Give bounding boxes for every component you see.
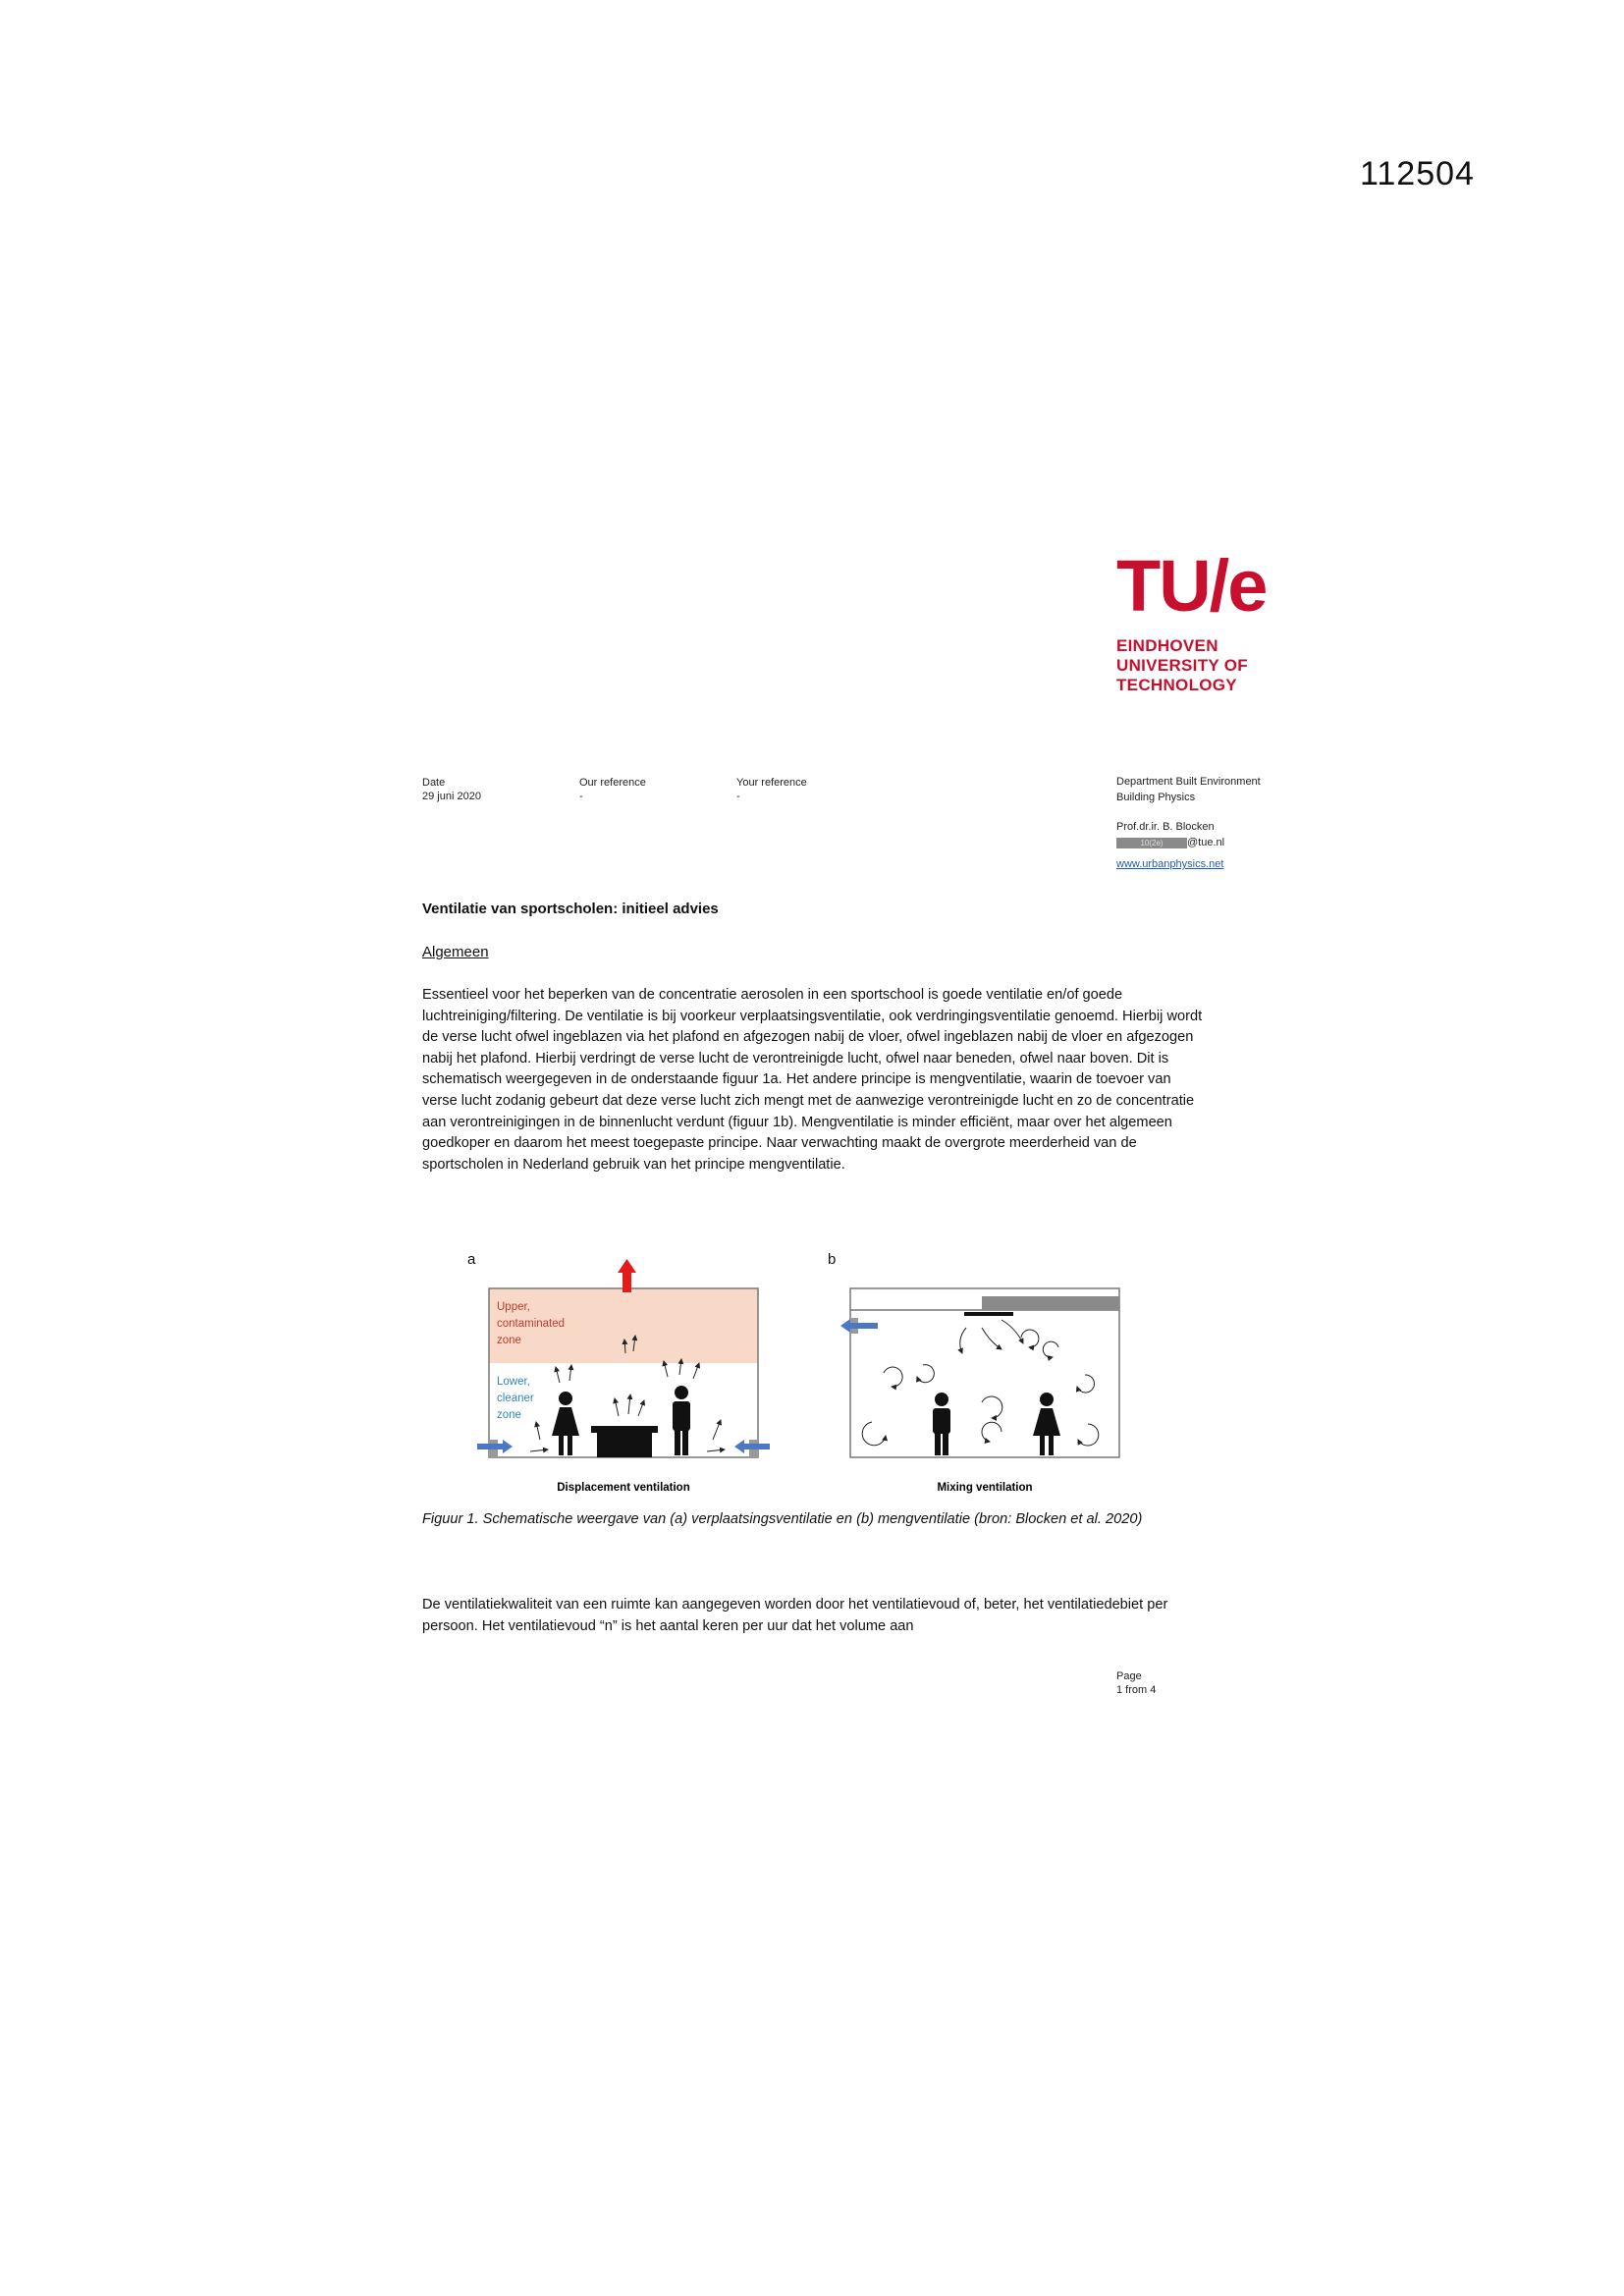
caption-mixing: Mixing ventilation: [937, 1482, 1033, 1494]
person-woman-a: [552, 1392, 579, 1455]
swirl-arrows-b: [862, 1320, 1099, 1446]
document-title: Ventilatie van sportscholen: initieel advies: [422, 901, 719, 917]
upper-zone-label-3: zone: [497, 1335, 521, 1346]
upper-zone-label-1: Upper,: [497, 1301, 530, 1313]
email-suffix: @tue.nl: [1187, 837, 1225, 848]
page-footer: [1116, 1669, 1156, 1697]
tue-logo: [1116, 545, 1352, 695]
ceiling-diffuser: [964, 1312, 1013, 1316]
logo-line-1: EINDHOVEN: [1116, 636, 1218, 655]
body-paragraph-1: Essentieel voor het beperken van de concentratie aerosolen in een sportschool is goede ventilatie en/of goede luchtreiniging/filtering. De ventilatie is bij voorkeur verplaatsingsventilatie, ook verdringingsventilatie genoemd. Hierbij wordt de verse lucht ofwel ingeblazen via het plafond en afgezogen nabij de vloer, ofwel ingeblazen nabij de vloer en afgezogen nabij het plafond. Hierbij verdringt de verse lucht de verontreinigde lucht, ofwel naar beneden, ofwel naar boven. Dit is schematisch weergegeven in de onderstaande figuur 1a. Het andere principe is mengventilatie, waarin de toevoer van verse lucht zodanig gebeurt dat deze verse lucht zich mengt met de aanwezige verontreinigde lucht en zo de concentratie aan verontreinigingen in de binnenlucht verdunt (figuur 1b). Mengventilatie is minder efficiënt, maar over het algemeen goedkoper en daarom het meest toegepaste principe. Naar verwachting maakt de overgrote meerderheid van de sportscholen in Nederland gebruik van het principe mengventilatie.: [422, 987, 1203, 1173]
panel-mixing: [840, 1288, 1119, 1457]
lower-zone-label-3: zone: [497, 1409, 521, 1421]
section-heading: Algemeen: [422, 944, 489, 960]
figure-label-b: b: [828, 1251, 837, 1268]
group: Building Physics: [1116, 792, 1196, 803]
redaction-bar: 10(2e): [1116, 838, 1187, 848]
panel-displacement: [477, 1259, 770, 1457]
our-reference-label: Our reference: [579, 777, 646, 789]
contact-person: Prof.dr.ir. B. Blocken: [1116, 821, 1215, 833]
logo-line-3: TECHNOLOGY: [1116, 676, 1237, 694]
caption-displacement: Displacement ventilation: [557, 1482, 690, 1494]
page-label: Page: [1116, 1670, 1142, 1682]
supply-duct: [982, 1296, 1119, 1310]
person-man-b: [933, 1393, 950, 1455]
ventilation-figure: [471, 1257, 1139, 1503]
contact-email: [1116, 835, 1261, 850]
page-value: 1 from 4: [1116, 1684, 1157, 1696]
website-link[interactable]: www.urbanphysics.net: [1116, 858, 1224, 870]
table-base: [597, 1433, 652, 1457]
figure-caption: Figuur 1. Schematische weergave van (a) verplaatsingsventilatie en (b) mengventilatie (bron: Blocken et al. 2020): [422, 1511, 1143, 1527]
date-label: Date: [422, 777, 446, 789]
exhaust-arrow-b: [840, 1319, 878, 1333]
figure-label-a: a: [467, 1251, 476, 1268]
lower-zone-label-2: cleaner: [497, 1393, 534, 1404]
date-value: 29 juni 2020: [422, 791, 481, 802]
body-paragraph-2: De ventilatiekwaliteit van een ruimte kan aangegeven worden door het ventilatievoud of, beter, het ventilatiedebiet per persoon. Het ventilatievoud “n” is het aantal keren per uur dat het volume aan: [422, 1597, 1168, 1634]
contact-block: [1116, 774, 1261, 850]
lower-zone-label-1: Lower,: [497, 1376, 530, 1388]
logo-text: [1116, 636, 1352, 695]
upper-zone-label-2: contaminated: [497, 1318, 566, 1330]
exhaust-arrow: [618, 1259, 636, 1292]
table: [591, 1426, 658, 1433]
your-reference-label: Your reference: [736, 777, 807, 789]
logo-line-2: UNIVERSITY OF: [1116, 656, 1248, 675]
document-number: 112504: [1360, 155, 1475, 192]
your-reference-value: -: [736, 791, 740, 802]
person-man-a: [673, 1386, 690, 1455]
logo-mark: TU/e: [1116, 545, 1267, 627]
department: Department Built Environment: [1116, 776, 1261, 788]
person-woman-b: [1033, 1393, 1060, 1455]
our-reference-value: -: [579, 791, 583, 802]
